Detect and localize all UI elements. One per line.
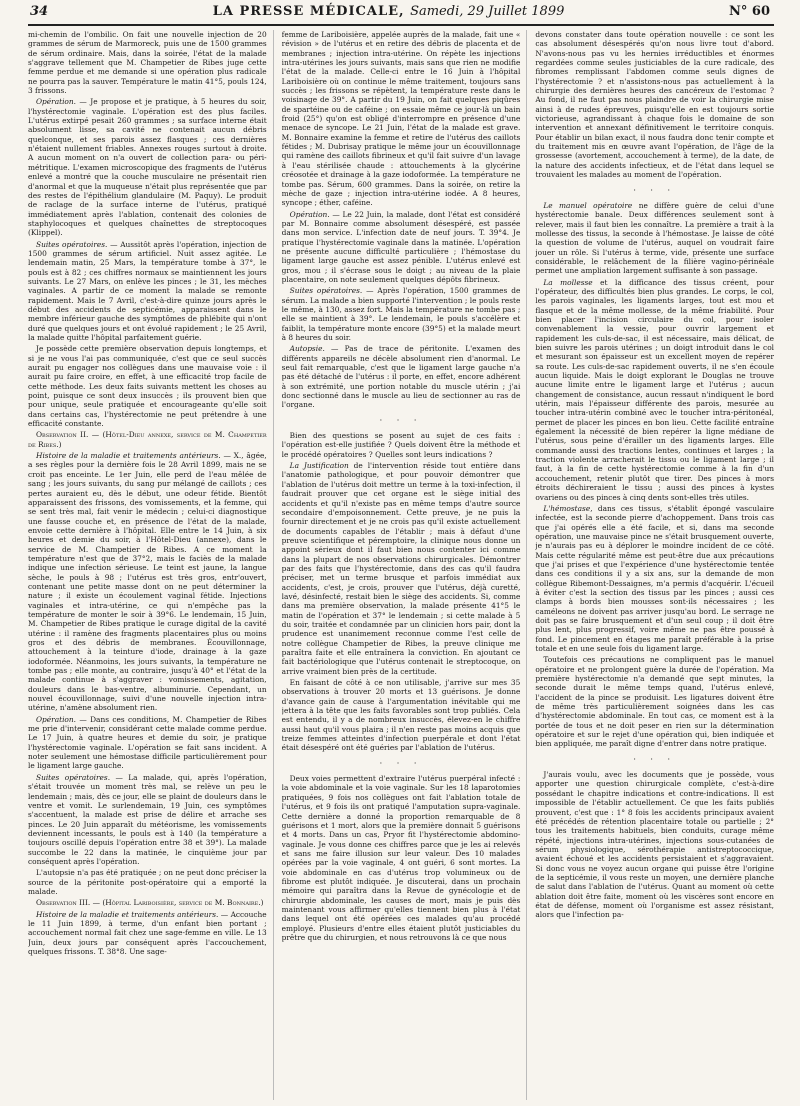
paragraph: Toutefois ces précautions ne compliquent pas le manuel opératoire et ne prolongent guère la durée de l'opération. Ma première hystérectomie n'a demandé que sept minutes, la seconde durait le même temps quand, l'utérus enlevé, l'accident de la pince se produisit. Les ligatures doivent être de même très particulièrement soignées dans les cas d'hystérectomie abdominale. En tout cas, ce moment est à la portée de tous et ne doit peser en rien sur la détermination opératoire et sur le rejet d'une opération qui, bien indiquée et bien appliquée, me paraît digne d'entrer dans notre pratique. [535,655,775,749]
section-label: La mollesse [543,277,593,287]
issue-number: N° 60 [728,4,770,19]
section-label: Histoire de la maladie et traitements antérieurs. [36,451,221,461]
section-label: Opération. [289,209,330,219]
section-label: Autopsie. [289,344,325,354]
paragraph [28,97,267,237]
paragraph: Bien des questions se posent au sujet de ces faits : l'opération est-elle justifiée ? Quels doivent être la méthode et le procédé opératoires ? Quelles sont leurs indications ? [281,431,521,459]
journal-title: LA PRESSE MÉDICALE, Samedi, 29 Juillet 1899 [212,4,565,19]
article-body [28,30,774,1100]
paragraph [28,910,267,957]
section-label: Suites opératoires. [289,286,363,296]
paragraph [282,461,521,676]
paragraph-text: — Accouche le 11 Juin 1899, à terme, d'un enfant bien portant ; accouchement normal fait chez une sage-femme en ville. Le 13 Juin, deux jours par conséquent après l'accouchement, quelques frissons. T. 38°8. Une sage- [28,909,267,956]
paragraph: J'aurais voulu, avec les documents que je possède, vous apporter une question chirurgicale complète, c'est-à-dire possédant le chapitre indications et contre-indications. Il est impossible de l'établir actuellement. Ce que les faits publiés prouvent, c'est que : 1° 8 fois les accidents principaux avaient été précédés de rétention placentaire totale ou partielle ; 2° tous les traitements habituels, bien conduits, curage même répété, injections intra-utérines, injections sous-cutanées de sérum physiologique, sérothérapie antistreptococcique, avaient échoué et les accidents persistaient et s'aggravaient. Si donc vous ne voyez aucun organe qui puisse être l'origine de la septicémie, il vous reste un moyen, une dernière planche de salut dans l'ablation de l'utérus. Quant au moment où cette ablation doit être faite, moment où les viscères sont encore en état de défense, moment où l'organisme est assez résistant, alors que l'infection pa- [535,770,775,920]
paragraph [28,715,267,771]
paragraph-text: — Le 22 Juin, la malade, dont l'état est considéré par M. Bonnaire comme absolument désespéré, est passée dans mon service. L'infection date de neuf jours. T. 39°4. Je pratique l'hystérectomie vaginale dans la matinée. L'opération ne présente aucune difficulté particulière ; l'hémostase du ligament large gauche est assez pénible. L'utérus enlevé est gros, mou ; il s'écrase sous le doigt ; au niveau de la plaie placentaire, on note seulement quelques dépôts fibrineux. [281,209,521,284]
section-separator: · · · [633,185,677,195]
section-separator: · · · [379,758,423,768]
paragraph [535,278,774,502]
paragraph: femme de Lariboisière, appelée auprès de la malade, fait une « révision » de l'utérus et en retire des débris de placenta et de membranes ; injection intra-utérine. On répète les injections intra-utérines les jours suivants, mais sans que rien ne modifie l'état de la malade. Celle-ci entre le 16 Juin à l'hôpital Lariboisière où on continue le même traitement, toujours sans succès ; les frissons se répètent, la température reste dans le voisinage de 39°. A partir du 19 Juin, on fait quelques piqûres de spartéine ou de caféine ; on essaie même ce jour-là un bain froid (25°) qu'on est obligé d'interrompre en présence d'une menace de syncope. Le 21 Juin, l'état de la malade est grave. M. Bonnaire examine la femme et retire de l'utérus des caillots fétides ; M. Dubrisay pratique le même jour un écouvillonnage qui ramène des caillots fibrineux et qu'il fait suivre d'un lavage à l'eau stérilisée chaude : attouchements à la glycérine créosotée et drainage à la gaze iodoformée. La température ne tombe pas. Sérum, 600 grammes. Dans la soirée, on retire la mèche de gaze ; injection intra-utérine iodée. A 8 heures, syncope ; éther, caféine. [281,30,521,208]
section-label: Opération. [36,714,76,724]
paragraph-text: — Aussitôt après l'opération, injection de 1500 grammes de sérum artificiel. Nuit assez agitée. Le lendemain matin, 25 Mars, la température tombe à 37°, le pouls est à 82 ; ces chiffres normaux se maintiennent les jours suivants. Le 27 Mars, on enlève les pinces ; le 31, les mèches vaginales. A partir de ce moment la malade se remonte rapidement. Mais le 7 Avril, c'est-à-dire quinze jours après le début des accidents de septicémie, apparaissent dans le membre inférieur gauche des symptômes de phlébite qui n'ont duré que quelques jours et ont évolué rapidement ; le 25 Avril, la malade quitte l'hôpital parfaitement guérie. [28,239,267,342]
section-label: Histoire de la maladie et traitements antérieurs. [36,909,219,919]
section-label: Opération. [36,97,76,107]
paragraph: En faisant de côté à ce non utilisable, j'arrive sur mes 35 observations à trouver 20 morts et 13 guérisons. Je donne d'avance gain de cause à l'argumentation inévitable qui me jettera à la tête que les faits favorables sont trop publiés. Cela est entendu, il y a de nombreux insuccès, élevez-en le chiffre aussi haut qu'il vous plaira ; il n'en reste pas moins acquis que treize femmes atteintes d'infection puerpérale et dont l'état était désespéré ont été guéries par l'ablation de l'utérus. [281,678,521,753]
section-separator: · · · [633,754,677,764]
section-label: L'hémostase [543,503,591,513]
paragraph: Deux voies permettent d'extraire l'utérus puerpéral infecté : la voie abdominale et la voie vaginale. Sur les 18 laparotomies pratiquées, 9 fois nos collègues ont fait l'ablation totale de l'utérus, et 9 fois ils ont pratiqué l'amputation supra-vaginale. Cette dernière a donné la proportion remarquable de 8 guérisons et 1 mort, alors que la première donnait 5 guérisons et 4 morts. Dans un cas, Pryor fit l'hystérectomie abdomino-vaginale. Je vous donne ces chiffres parce que je les ai relevés et sans me faire illusion sur leur valeur. Des 10 malades opérées par la voie vaginale, 4 ont guéri, 6 sont mortes. La voie abdominale en cas d'utérus trop volumineux ou de fibrome est plutôt indiquée. Je discuterai, dans un prochain mémoire qui paraîtra dans la Revue de gynécologie et de chirurgie abdominale, les causes de mort, mais je puis dès maintenant vous affirmer qu'elles tiennent bien plus à l'état dans lequel ont été opérées ces malades qu'au procédé employé. Plusieurs d'entre elles étaient plutôt justiciables du prêtre que du chirurgien, et nous retrouvons là ce que nous [281,774,521,942]
paragraph-text: , dans ces tissus, s'établit épongé vasculaire infectée, est la seconde pierre d'achoppement. Dans trois cas que j'ai opérés elle a été facile, et si, dans ma seconde opération, une mauvaise pince ne s'était brusquement ouverte, je n'aurais pas eu à déplorer le moindre incident de ce côté. Mais cette régularité même est peut-être due aux précautions que j'ai prises et que l'expérience d'une hystérectomie tentée dans ces conditions il y a six ans, sur la demande de mon collègue Ribemont-Dessaignes, m'a permis d'acquérir. L'écueil à éviter c'est la section des tissus par les pinces ; aussi ces clamps à bords bien mousses sont-ils nécessaires ; les caméleons ne doivent pas arriver jusqu'au bord. Le serrage ne doit pas se faire brusquement et d'un seul coup ; il doit être plus lent, plus progressif, voire même ne pas être poussé à fond. Le pincement en étages me paraît préférable à la prise totale et en une seule fois du ligament large. [535,503,775,653]
section-label: La Justification [289,461,349,471]
paragraph-text: ne diffère guère de celui d'une hystérectomie banale. Deux différences seulement sont à relever, mais il faut bien les connaître. La première a trait à la mollesse des tissus, la seconde à l'hémostase. Je laisse de côté la question de volume de l'utérus, auquel on voudrait faire jouer un rôle. Si l'utérus à terme, vide, présente une surface considérable, le relâchement de la filière vagino-périnéale permet une ampliation largement suffisante à son passage. [535,200,775,276]
page-header [30,4,770,22]
paragraph-text: de l'intervention réside tout entière dans l'anatomie pathologique, et pour pouvoir démontrer que l'ablation de l'utérus doit mettre un terme à la toxi-infection, il faudrait prouver que cet organe est le siège initial des accidents et qu'il n'existe pas en même temps d'autre source secondaire d'empoisonnement. Cette preuve, je ne puis la fournir directement et je ne crois pas qu'il existe actuellement de documents capables de l'établir ; mais à défaut d'une preuve scientifique et péremptoire, la clinique nous donne un appoint sérieux dont il faut bien nous contenter ici comme dans la plupart de nos observations chirurgicales. Démontrer par des faits que l'hystérectomie, dans des cas qu'il faudra préciser, met un terme brusque et parfois immédiat aux accidents, c'est, je crois, prouver que l'utérus, déjà curetté, lavé, désinfecté, restait bien le siège des accidents. Si, comme dans ma première observation, la malade présente 41°5 le matin de l'opération et 37° le lendemain ; si cette malade à 5 du soir, traitée et condamnée par un clinicien hors pair, dont la prudence est unanimement reconnue comme l'est celle de notre collègue Champetier de Ribes, la preuve clinique me paraîtra faite et elle entraînera la conviction. En ajoutant ce fait bactériologique que l'utérus contenait le streptocoque, on arrive vraiment bien près de la certitude. [281,461,521,676]
paragraph-text: et la difficance des tissus créent, pour l'opérateur, des difficultés bien plus grandes. Le corps, le col, les parois vaginales, les ligaments larges, tout est mou et flasque et de la même mollesse, de la même friabilité. Pour bien placer l'incision circulaire du col, pour isoler convenablement la vessie, pour ouvrir largement et rapidement les culs-de-sac, il est nécessaire, mais délicat, de bien suivre les parois utérines ; un doigt introduit dans le col et mesurant son épaisseur est un excellent moyen de repérer sa route. Les culs-de-sac rapidement ouverts, il ne s'en écoule aucun liquide. Mais le doigt explorant le Douglas ne trouve aucune limite entre le ligament large et l'utérus ; aucun changement de consistance, aucun ressaut n'indiquent le bord utérin, mais l'épaisseur différente des parois, mesurée au toucher intra-utérin combiné avec le toucher intra-péritonéal, permet de placer les pinces en bon lieu. Cette facilité entraîne également la nécessité de bien repérer la ligne médiane de l'utérus, sous peine d'érailler un des ligaments larges. Elle commande aussi des tractions lentes, continues et larges ; la traction violente arracherait le tissu ou le ligament large ; il faut, à la fin de cette hystérectomie comme à la fin d'un accouchement, retenir plutôt que tirer. Des pinces à mors étroits déchireraient le tissu ; aussi des pinces à kystes ovariens ou des pinces à cinq dents sont-elles très utiles. [535,277,775,502]
paragraph [282,286,521,342]
column-2 [282,30,528,1100]
journal-name: LA PRESSE MÉDICALE [212,4,400,19]
section-label: Suites opératoires. [36,772,111,782]
observation-heading: Observation II. — (Hôtel-Dieu annexe, service de M. Champetier de Ribes.) [28,430,267,449]
paragraph [535,504,774,654]
paragraph: L'autopsie n'a pas été pratiquée ; on ne peut donc préciser la source de la péritonite post-opératoire qui a emporté la malade. [28,868,267,896]
paragraph-text: — Après l'opération, 1500 grammes de sérum. La malade a bien supporté l'intervention ; le pouls reste le même, à 130, assez fort. Mais la température ne tombe pas ; elle se maintient à 39°. Le lendemain, le pouls s'accélère et faiblit, la température monte encore (39°5) et la malade meurt à 8 heures du soir. [281,286,521,342]
observation-heading: Observation III. — (Hôpital Lariboisière, service de M. Bonnaire.) [36,898,264,908]
column-1 [28,30,274,1100]
paragraph-text: — Dans ces conditions, M. Champetier de Ribes me prie d'intervenir, considérant cette malade comme perdue. Le 17 Juin, à quatre heures et demie du soir, je pratique l'hystérectomie vaginale. L'opération se fait sans incident. A noter seulement une hémostase difficile particulièrement pour le ligament large gauche. [28,714,267,771]
paragraph [28,773,267,866]
paragraph-text: — Je propose et je pratique, à 5 heures du soir, l'hystérectomie vaginale. L'opération est des plus faciles. L'utérus extirpé pesait 260 grammes ; sa surface interne était absolument lisse, sa cavité ne contenait aucun débris quelconque, et ses parois assez flasques ; ces dernières n'étaient nullement friables. Annexes rouges surtout à droite. A aucun moment on n'a ouvert de collection para- ou péri-métritique. L'examen microscopique des fragments de l'utérus enlevé a montré que la couche musculaire ne présentait rien d'anormal et que la muqueuse n'était plus représentée que par des restes de l'épithélium glandulaire (M. Paquy). Le produit de raclage de la surface interne de l'utérus, pratiqué immédiatement après l'ablation, contenait des colonies de staphylocoques et quelques chaînettes de streptocoques (Klippel). [28,97,267,238]
paragraph [28,240,267,343]
paragraph: mi-chemin de l'ombilic. On fait une nouvelle injection de 20 grammes de sérum de Marmoreck, puis une de 1500 grammes de sérum ordinaire. Mais, dans la soirée, l'état de la malade s'aggrave tellement que M. Champetier de Ribes juge cette femme perdue et me demande si une opération plus radicale ne pourra pas la sauver. Température le matin 41°5, pouls 124, 3 frissons. [28,30,267,96]
issue-date: Samedi, 29 Juillet 1899 [410,4,565,19]
paragraph [282,344,521,409]
paragraph-text: — X., âgée, a ses règles pour la dernière fois le 28 Avril 1899, mais ne se croit pas enceinte. Le 1er Juin, elle perd de l'eau mêlée de sang ; les jours suivants, du sang pur mélangé de caillots ; ces pertes auraient eu, dès le début, une odeur fétide. Bientôt apparaissent des frissons, des vomissements, et la femme, qui se sent très mal, fait venir le médecin ; celui-ci diagnostique une fausse couche et, en présence de l'état de la malade, envoie cette dernière à l'hôpital. Elle entre le 14 Juin, à six heures et demie du soir, à l'Hôtel-Dieu (annexe), dans le service de M. Champetier de Ribes. A ce moment la température n'est que de 37°2, mais le faciès de la malade indique une infection sérieuse. Le teint est jaune, la langue sèche, le pouls à 98 ; l'utérus est très gros, entr'ouvert, contenant une petite masse dont on ne peut déterminer la nature ; il existe un écoulement vaginal fétide. Injections vaginales et intra-utérine, ce qui n'empêche pas la température de monter le soir à 39°6. Le lendemain, 15 Juin, M. Champetier de Ribes pratique le curage digital de la cavité utérine : il ramène des fragments placentaires plus ou moins gros et des débris de membranes. Écouvillonnage, attouchement à la teinture d'iode, drainage à la gaze iodoformée. Néanmoins, les jours suivants, la température ne tombe pas ; elle monte, au contraire, jusqu'à 40° et l'état de la malade continue à s'aggraver : vomissements, agitation, douleurs dans le bas-ventre, albuminurie. Cependant, un nouvel écouvillonnage, suivi d'une nouvelle injection intra-utérine, n'amène absolument rien. [28,451,267,713]
paragraph-text: — La malade, qui, après l'opération, s'était trouvée un moment très mal, se relève un peu le lendemain ; mais, dès ce jour, elle se plaint de douleurs dans le ventre et vomit. Le surlendemain, 19 Juin, ces symptômes s'accentuent, la malade est prise de délire et arrache ses pinces. Le 20 Juin apparaît du météorisme, les vomissements deviennent incessants, le pouls est à 140 (la température a toujours oscillé depuis l'opération entre 38 et 39°). La malade succombe le 22 dans la matinée, le cinquième jour par conséquent après l'opération. [28,772,267,866]
page-number: 34 [30,4,49,19]
paragraph: devons constater dans toute opération nouvelle : ce sont les cas absolument désespérés qu'on nous livre tout d'abord. N'avons-nous pas vu les hernies irréductibles et énormes regardées comme seules justiciables de la cure radicale, des fibromes remplissant l'abdomen comme seuls dignes de l'hystérectomie ? et n'assistons-nous pas actuellement à la chirurgie des dernières heures des cancéreux de l'estomac ? Au fond, il ne faut pas nous plaindre de voir la chirurgie mise ainsi à de rudes épreuves, puisqu'elle en est toujours sortie victorieuse, agrandissant à chaque fois le domaine de son intervention et annexant définitivement le territoire conquis. Pour établir un bilan exact, il nous faudra donc tenir compte et du traitement mis en œuvre avant l'opération, de l'âge de la grossesse (avortement, accouchement à terme), de la date, de la nature des accidents infectieux, et de l'état dans lequel se trouvaient les malades au moment de l'opération. [535,30,775,180]
section-label: Le manuel opératoire [543,200,633,210]
column-3 [535,30,774,1100]
paragraph: Je possède cette première observation depuis longtemps, et si je ne vous l'ai pas communiquée, c'est que ce seul succès aurait pu engager nos collègues dans une mauvaise voie : il aurait pu faire croire, en effet, à une efficacité trop facile de cette méthode. Les deux faits suivants mettent les choses au point, puisque ce sont deux insuccès ; ils prouvent bien que pour unique, seule pratiquée et encourageante qu'elle soit dans certains cas, l'hystérectomie ne peut prétendre à une efficacité constante. [28,344,267,429]
section-separator: · · · [379,415,423,425]
paragraph [282,210,521,285]
paragraph-text: — Pas de trace de péritonite. L'examen des différents appareils ne décèle absolument rien d'anormal. Le seul fait remarquable, c'est que le ligament large gauche n'a pas été détaché de l'utérus : il porte, en effet, encore adhérent à son extrémité, une portion notable du muscle utérin ; j'ai donc sectionné dans le muscle au lieu de sectionner au ras de l'organe. [281,344,521,410]
header-rule [28,24,774,26]
paragraph [535,201,774,276]
section-label: Suites opératoires. [36,239,108,249]
paragraph [28,451,267,713]
